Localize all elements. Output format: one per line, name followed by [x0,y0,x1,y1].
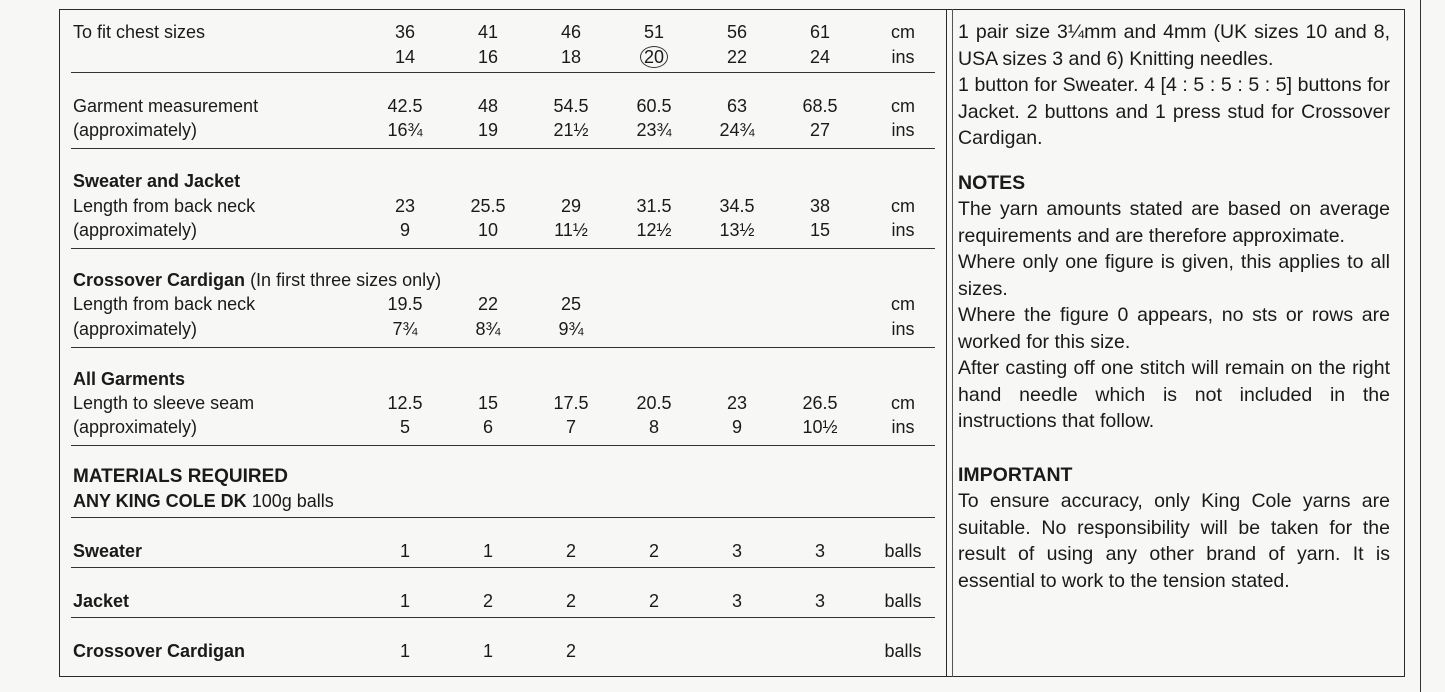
size-value-col-1: 5 [399,417,410,437]
all-garments-approx: (approximately) [73,417,198,437]
size-value-col-5: 34.5 [719,196,755,216]
size-value-col-2: 1 [482,641,493,661]
size-value-col-3: 2 [565,591,576,611]
size-value-col-6: 24 [809,47,831,67]
chest-label: To fit chest sizes [73,22,206,42]
rule-materials [71,517,935,518]
size-value-col-1: 42.5 [387,96,423,116]
size-value-col-2: 16 [477,47,499,67]
size-value-col-5: 3 [731,541,742,561]
unit-label: cm [891,22,915,42]
important-text: To ensure accuracy, only King Cole yarns are suitable. No responsibility will be taken for the result of using any other brand of yarn. It is essential to work to the tension stated. [958,490,1390,592]
materials-yarn [73,489,334,514]
rule-jacket-balls [71,617,935,618]
size-value-col-5: 9 [731,417,742,437]
garment-label: Garment measurement [73,96,259,116]
note-4: After casting off one stitch will remain on the right hand needle which is not included in the instructions that follow. [958,357,1390,432]
size-value-col-3: 2 [565,541,576,561]
size-value-col-2: 41 [477,22,499,42]
needles-text: 1 pair size 3¼mm and 4mm (UK sizes 10 and 8, USA sizes 3 and 6) Knitting needles. [958,21,1390,70]
size-value-col-1: 19.5 [387,294,423,314]
materials-yarn-bold: ANY KING COLE DK [73,491,247,511]
unit-label: balls [884,541,922,561]
sweater-balls-label: Sweater [73,541,143,561]
size-value-col-2: 48 [477,96,499,116]
size-value-col-2: 2 [482,591,493,611]
size-value-col-1: 14 [394,47,416,67]
size-value-col-6: 3 [814,591,825,611]
buttons-text: 1 button for Sweater. 4 [4 : 5 : 5 : 5 : 5] buttons for Jacket. 2 buttons and 1 press stud for Crossover Cardigan. [958,74,1390,149]
size-value-col-5: 56 [726,22,748,42]
important-heading: IMPORTANT [958,463,1073,486]
crossover-approx: (approximately) [73,319,198,339]
unit-label: cm [891,196,915,216]
size-value-col-1: 9 [399,220,410,240]
size-value-col-3: 29 [560,196,582,216]
size-value-col-5: 13½ [719,220,755,240]
size-value-col-2: 25.5 [470,196,506,216]
size-value-col-3: 11½ [554,220,588,240]
size-value-col-1: 1 [399,641,410,661]
size-value-col-4: 2 [648,541,659,561]
page-edge-line [1420,0,1421,692]
column-divider-inner [952,9,953,677]
unit-label: ins [891,220,915,240]
materials-yarn-rest: 100g balls [246,491,334,511]
unit-label: ins [891,47,915,67]
size-value-col-4: 20.5 [636,393,672,413]
size-value-col-6: 3 [814,541,825,561]
crossover-heading [73,268,441,293]
crossover-label: Length from back neck [73,294,256,314]
sweater-jacket-heading: Sweater and Jacket [73,171,241,191]
size-value-col-1: 16¾ [387,120,423,140]
note-1: The yarn amounts stated are based on average requirements and are therefore approximate. [958,198,1390,247]
materials-heading: MATERIALS REQUIRED [73,466,288,487]
crossover-heading-bold: Crossover Cardigan [73,270,246,290]
unit-label: cm [891,393,915,413]
rule-chest [71,72,935,73]
note-2: Where only one figure is given, this applies to all sizes. [958,251,1390,300]
unit-label: ins [891,120,915,140]
all-garments-label: Length to sleeve seam [73,393,255,413]
size-value-col-4: 31.5 [636,196,672,216]
notes-heading: NOTES [958,171,1026,194]
all-garments-heading: All Garments [73,369,186,389]
size-value-col-3: 2 [565,641,576,661]
column-divider [946,9,947,677]
size-value-col-2: 22 [477,294,499,314]
size-value-col-5: 3 [731,591,742,611]
size-value-col-6: 38 [809,196,831,216]
size-value-col-3: 25 [560,294,582,314]
jacket-balls-label: Jacket [73,591,130,611]
size-value-col-5: 23 [726,393,748,413]
unit-label: cm [891,96,915,116]
size-value-col-4: 8 [648,417,659,437]
size-value-col-4: 12½ [636,220,672,240]
right-column [958,19,1390,594]
unit-label: balls [884,591,922,611]
size-value-col-4 [614,45,694,70]
size-value-col-3: 18 [560,47,582,67]
size-value-col-1: 12.5 [387,393,423,413]
unit-label: ins [891,319,915,339]
size-value-col-2: 8¾ [475,319,501,339]
size-value-col-6: 27 [809,120,831,140]
size-value-col-6: 10½ [802,417,838,437]
rule-sweater-balls [71,567,935,568]
size-value-col-6: 61 [809,22,831,42]
size-value-col-2: 1 [482,541,493,561]
size-value-col-3: 46 [560,22,582,42]
size-value-col-3: 7 [565,417,576,437]
size-value-col-3: 9¾ [558,319,584,339]
size-value-col-4: 2 [648,591,659,611]
size-value-col-3: 21½ [553,120,589,140]
size-value-col-1: 1 [399,541,410,561]
rule-all-garments [71,445,935,446]
rule-crossover [71,347,935,348]
circled-size-value: 20 [640,46,668,68]
size-value-col-4: 51 [643,22,665,42]
size-value-col-5: 22 [726,47,748,67]
rule-sweater-jacket [71,248,935,249]
unit-label: balls [884,641,922,661]
note-3: Where the figure 0 appears, no sts or rows are worked for this size. [958,304,1390,353]
cardigan-balls-label: Crossover Cardigan [73,641,246,661]
size-value-col-2: 6 [482,417,493,437]
size-value-col-2: 15 [477,393,499,413]
crossover-heading-note: (In first three sizes only) [245,270,442,290]
garment-approx: (approximately) [73,120,198,140]
rule-garment [71,148,935,149]
size-value-col-2: 19 [477,120,499,140]
size-value-col-3: 17.5 [553,393,589,413]
size-value-col-6: 26.5 [802,393,838,413]
sweater-jacket-label: Length from back neck [73,196,256,216]
size-value-col-1: 23 [394,196,416,216]
size-value-col-6: 15 [809,220,831,240]
size-value-col-5: 63 [726,96,748,116]
size-value-col-5: 24¾ [719,120,755,140]
unit-label: ins [891,417,915,437]
size-value-col-6: 68.5 [802,96,838,116]
size-value-col-1: 1 [399,591,410,611]
size-value-col-1: 7¾ [392,319,418,339]
size-value-col-4: 23¾ [636,120,672,140]
size-value-col-4: 60.5 [636,96,672,116]
unit-label: cm [891,294,915,314]
sweater-jacket-approx: (approximately) [73,220,198,240]
size-value-col-2: 10 [477,220,499,240]
size-value-col-1: 36 [394,22,416,42]
size-value-col-3: 54.5 [553,96,589,116]
